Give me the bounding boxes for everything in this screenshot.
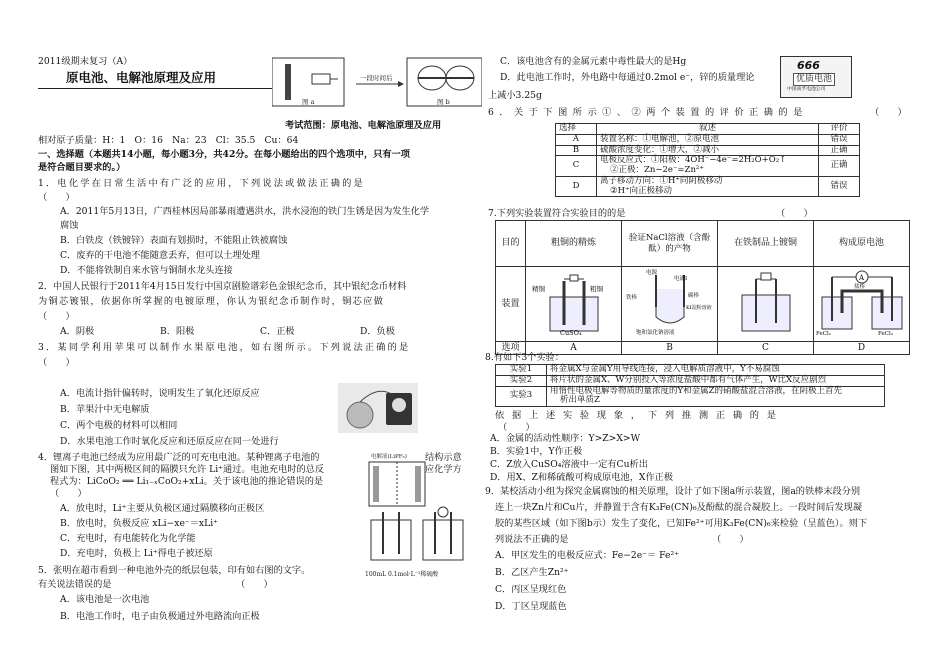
svg-text:A: A — [859, 274, 865, 282]
q5-option-d: D．此电池工作时，外电路中每通过0.2mol e⁻，锌的质量理论 — [500, 72, 755, 83]
q3-option-a: A．电流计指针偏转时，说明发生了氧化还原反应 — [60, 388, 260, 399]
q7-option-cell: C — [718, 342, 814, 355]
q1-stem: 1．电化学在日常生活中有广泛的应用，下列说法或做法正确的是 — [38, 178, 365, 189]
q4-option-c: C．充电时，有电能转化为化学能 — [60, 533, 196, 544]
q7-table — [495, 220, 910, 355]
cell-line: ②正极：Zn−2e⁻=Zn²⁺ — [610, 165, 704, 176]
beaker-right — [423, 520, 463, 560]
q4-paren: （ ） — [50, 488, 87, 499]
beaker — [550, 297, 598, 331]
q3-option-d: D．水果电池工作时氧化反应和还原反应在同一处进行 — [60, 436, 279, 447]
label-b: 碳棒 — [688, 293, 700, 299]
beaker-left — [822, 297, 852, 329]
q8-row — [496, 375, 885, 386]
q5-option-a: A．该电池是一次电池 — [60, 594, 150, 605]
q2-option-b: B．阳极 — [160, 326, 195, 337]
q6-cell: 正确 — [819, 145, 860, 156]
q7-row-label: 装置 — [496, 267, 526, 342]
q7-goal-cell: 构成原电池 — [814, 221, 910, 267]
q4-line2: 图如下图，其中两极区间的隔膜只允许 Li⁺通过。电池充电时的总反 — [50, 464, 325, 475]
q5-paren: （ ） — [236, 579, 273, 590]
power-icon — [570, 275, 578, 281]
q9-line2: 连上一块Zn片和Cu片，并静置于含有K₃Fe(CN)₆及酚酞的混合凝胶上。一段时间后发现凝 — [495, 502, 863, 513]
q8-option-d: D．用X、Z和稀硫酸可构成原电池，X作正极 — [490, 472, 674, 483]
q8-table — [495, 364, 885, 407]
label-b: KI淀粉溶液 — [686, 305, 712, 311]
device-b-figure — [622, 267, 718, 337]
lithium-figure-bottom-label: 100mL 0.1mol·L⁻¹稀硫酸 — [365, 571, 439, 578]
q6-stem: 6．关于下图所示①、②两个装置的评价正确的是 — [488, 107, 808, 118]
q9-option-c: C．丙区呈现红色 — [495, 584, 567, 595]
q8-tail: 依据上述实验现象，下列推测正确的是 — [495, 410, 784, 421]
q6-cell: D — [556, 176, 597, 197]
apple-battery-figure — [338, 383, 418, 433]
power-icon — [761, 273, 771, 280]
q6-cell — [597, 176, 819, 197]
q7-device-d — [814, 267, 910, 342]
logo-company: 中国南孚电池公司 — [787, 87, 826, 92]
q7-goal-cell: 验证NaCl溶液（含酚酞）的产物 — [622, 221, 718, 267]
beaker-left — [371, 520, 411, 560]
header-figure — [272, 56, 482, 112]
battery-logo — [780, 56, 852, 98]
label-b: 铁棒 — [626, 295, 638, 301]
q6-table-row — [556, 176, 860, 197]
q6-cell: A — [556, 134, 597, 145]
q6-table-row — [556, 156, 860, 177]
q2-option-c: C．正极 — [260, 326, 295, 337]
q2-option-a: A．阴极 — [60, 326, 95, 337]
cell-line: 析出单质Z — [560, 395, 600, 406]
q5-option-d-cont: 上减小3.25g — [488, 90, 542, 101]
q6-cell — [597, 156, 819, 177]
lithium-battery-figure — [365, 450, 473, 582]
q6-col-desc: 叙述 — [597, 124, 819, 135]
title-underline — [38, 88, 274, 89]
q8-stem: 8.有如下3个实验： — [485, 352, 564, 363]
q6-table-row — [556, 134, 860, 145]
q8-exp-desc — [547, 386, 885, 407]
q8-option-c: C．Z放入CuSO₄溶液中一定有Cu析出 — [490, 459, 648, 470]
page-title: 原电池、电解池原理及应用 — [66, 70, 217, 85]
q3-stem: 3．某同学利用苹果可以制作水果原电池，如右图所示。下列说法正确的是 — [38, 342, 411, 353]
q1-option-c: C．废弃的干电池不能随意丢弃，但可以土埋处理 — [60, 250, 260, 261]
figure-a-caption: 图 a — [302, 98, 315, 106]
q7-row-label: 目的 — [496, 221, 526, 267]
q6-col-eval: 评价 — [819, 124, 860, 135]
q8-exp-label: 实验2 — [496, 375, 547, 386]
q9-line4: 列说法不正确的是 — [495, 534, 569, 545]
q8-option-b: B．实验1中，Y作正极 — [490, 446, 583, 457]
q7-stem: 7.下列实验装置符合实验目的的是 — [488, 208, 626, 219]
q7-device-row — [496, 267, 910, 342]
label-b: 电源 — [646, 270, 658, 276]
q4-option-d: D．充电时，负极上 Li⁺得电子被还原 — [60, 548, 213, 559]
q6-cell: 硫酸浓度变化：①增大，②减小 — [597, 145, 819, 156]
figure-b-caption: 图 b — [437, 98, 450, 106]
cell-line: 电极反应式：①阳极：4OH⁻−4e⁻=2H₂O+O₂↑ — [600, 155, 787, 166]
label-a: 精铜 — [532, 285, 545, 293]
q7-device-c — [718, 267, 814, 342]
q3-option-b: B．苹果汁中无电解质 — [60, 404, 150, 415]
q5-option-b: B．电池工作时，电子由负极通过外电路流向正极 — [60, 611, 260, 622]
q9-option-b: B．乙区产生Zn²⁺ — [495, 567, 569, 578]
lithium-figure-top-label: 电解液(LiPF₆) — [371, 454, 407, 460]
figure-a-plate — [312, 74, 330, 84]
cell-electrode — [373, 466, 379, 502]
q1-option-a-cont: 腐蚀 — [60, 220, 79, 231]
q8-exp-label: 实验1 — [496, 365, 547, 376]
logo-brand: 优质电池 — [793, 73, 835, 86]
label-a: CuSO₄ — [560, 329, 582, 337]
cell-electrode — [415, 466, 421, 502]
u-tube — [656, 289, 684, 323]
cell-line: ②H⁺向正极移动 — [610, 185, 673, 196]
q4-side1: 结构示意 — [425, 452, 462, 463]
q6-cell: 错误 — [819, 176, 860, 197]
q4-option-b: B．放电时，负极反应 xLi−xe⁻＝xLi⁺ — [60, 518, 219, 529]
q2-paren: （ ） — [38, 311, 75, 322]
section-heading-line1: 一、选择题（本题共14小题，每小题3分，共42分。在每小题给出的四个选项中，只有一项 — [38, 149, 410, 160]
figure-arrow-head — [398, 81, 404, 87]
q7-paren: （ ） — [776, 208, 813, 219]
q1-option-d: D．不能将铁制自来水管与铜制水龙头连接 — [60, 265, 233, 276]
q8-exp-desc: 将片状的金属X、W分别投入等浓度盐酸中都有气体产生，W比X反应剧烈 — [547, 375, 885, 386]
q9-option-a: A．甲区发生的电极反应式：Fe−2e⁻＝ Fe²⁺ — [495, 550, 679, 561]
figure-a-electrode — [285, 64, 291, 100]
q6-cell: 装置名称：①电解池，②原电池 — [597, 134, 819, 145]
q4-line3: 程式为：LiCoO₂ ══ Li₁₋ₓCoO₂+xLi。关于该电池的推论错误的是 — [50, 476, 324, 487]
q7-goal-row — [496, 221, 910, 267]
label-d: FeCl₂ — [816, 331, 831, 337]
q7-option-cell: B — [622, 342, 718, 355]
beaker-right — [872, 297, 902, 329]
q7-option-cell: A — [526, 342, 622, 355]
q6-col-option: 选择 — [556, 124, 597, 135]
q6-cell: B — [556, 145, 597, 156]
q6-cell: 正确 — [819, 156, 860, 177]
section-heading-line2: 是符合题目要求的。） — [38, 162, 126, 173]
q1-option-b: B．白铁皮（铁镀锌）表面有划损时，不能阻止铁被腐蚀 — [60, 235, 288, 246]
q8-row — [496, 365, 885, 376]
q6-table-header-row — [556, 124, 860, 135]
q4-side2: 应化学方 — [425, 464, 462, 475]
q4-option-a: A．放电时，Li⁺主要从负极区通过隔膜移向正极区 — [60, 503, 265, 514]
q3-option-c: C．两个电极的材料可以相同 — [60, 420, 178, 431]
q7-option-cell: D — [814, 342, 910, 355]
cell-line: 离子移动方向：①H⁺向阴极移动 — [600, 175, 723, 186]
q8-option-a: A．金属的活动性顺序：Y>Z>X>W — [490, 433, 641, 444]
label-d: 盐桥 — [854, 284, 866, 290]
q7-device-a — [526, 267, 622, 342]
lamp-icon — [438, 507, 448, 517]
apple-shape — [347, 402, 373, 428]
q7-goal-cell: 在铁制品上镀铜 — [718, 221, 814, 267]
q5-line1: 5．张明在超市看到一种电池外壳的纸层包装，印有如右图的文字。 — [38, 565, 311, 576]
q2-option-d: D．负极 — [360, 326, 395, 337]
meter-dial — [392, 398, 406, 412]
q8-row — [496, 386, 885, 407]
q3-paren: （ ） — [38, 357, 75, 368]
device-a-figure — [526, 267, 622, 337]
q7-device-b — [622, 267, 718, 342]
device-c-figure — [718, 267, 814, 337]
device-d-figure — [814, 267, 910, 337]
q9-line1: 9．某校活动小组为探究金属腐蚀的相关原理，设计了如下图a所示装置，图a的铁棒末段分别 — [485, 486, 861, 497]
exam-line: 2011级期末复习（A） — [38, 56, 133, 67]
q5-option-c: C．该电池含有的金属元素中毒性最大的是Hg — [500, 56, 687, 67]
q8-exp-label: 实验3 — [496, 386, 547, 407]
q6-paren: （ ） — [870, 107, 907, 118]
q6-cell: C — [556, 156, 597, 177]
label-a: 粗铜 — [590, 285, 603, 293]
q2-line1: 2．中国人民银行于2011年4月15日发行中国京剧脸谱彩色金银纪念币，其中银纪念币材料 — [38, 281, 407, 292]
q8-exp-desc: 将金属X与金属Y用导线连接，浸入电解质溶液中，Y不易腐蚀 — [547, 365, 885, 376]
q1-paren: （ ） — [38, 192, 75, 203]
q2-line2: 为铜芯镀银，依据你所掌握的电镀原理，你认为银纪念币制作时，铜芯应做 — [38, 296, 385, 307]
q7-goal-cell: 粗铜的精炼 — [526, 221, 622, 267]
figure-note: 一段时间后 — [360, 74, 393, 82]
q9-line3: 胶的某些区域（如下图b示）发生了变化，已知Fe²⁺可用K₃Fe(CN)₆来检验（呈蓝色）。则下 — [495, 518, 868, 529]
q5-line2: 有关说法错误的是 — [38, 579, 112, 590]
q7-row-label: 选项 — [496, 342, 526, 355]
q6-table — [555, 123, 860, 197]
atomic-mass: 相对原子质量：H：1 O：16 Na：23 Cl：35.5 Cu：64 — [38, 135, 299, 146]
q6-cell: 错误 — [819, 134, 860, 145]
q9-option-d: D．丁区呈现蓝色 — [495, 601, 567, 612]
q1-option-a: A．2011年5月13日，广西桂林因局部暴雨遭遇洪水，洪水浸泡的铁门生锈是因为发生化学 — [60, 206, 430, 217]
label-d: FeCl₃ — [878, 331, 893, 337]
q8-paren: （ ） — [498, 422, 535, 433]
cell-line: 用惰性电极电解等物质的量浓度的Y和金属Z的硝酸盐混合溶液，在阴极上首先 — [550, 385, 843, 396]
q4-line1: 4．锂离子电池已经成为应用最广泛的可充电电池。某种锂离子电池的 — [38, 452, 320, 463]
exam-scope: 考试范围：原电池、电解池原理及应用 — [285, 120, 442, 131]
logo-number: 666 — [797, 59, 820, 72]
label-b: 电流I — [674, 276, 688, 282]
label-b: 饱和氯化钠溶液 — [636, 330, 675, 336]
q9-paren: （ ） — [712, 534, 749, 545]
beaker — [742, 295, 790, 331]
